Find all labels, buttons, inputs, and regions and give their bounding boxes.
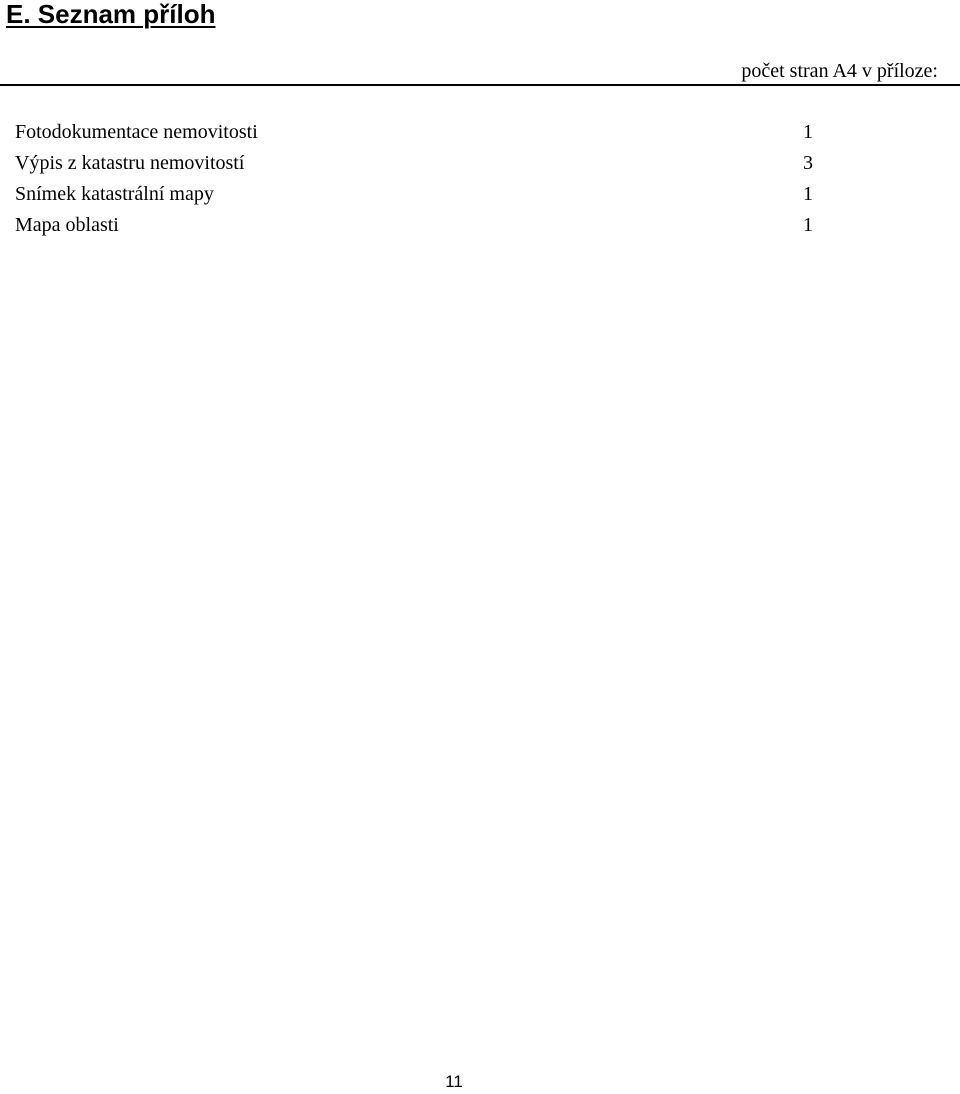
attachment-list bbox=[15, 117, 815, 241]
page-number: 11 bbox=[445, 1072, 463, 1091]
attachment-row bbox=[15, 148, 815, 179]
section-heading: E. Seznam příloh bbox=[6, 0, 216, 29]
attachment-page-count: 1 bbox=[803, 214, 813, 236]
attachment-page-count: 1 bbox=[803, 121, 813, 143]
page-count-column-label: počet stran A4 v příloze: bbox=[741, 60, 938, 82]
attachment-name: Mapa oblasti bbox=[15, 214, 119, 236]
attachment-row bbox=[15, 117, 815, 148]
column-header bbox=[0, 58, 960, 86]
attachment-row bbox=[15, 210, 815, 241]
attachment-page-count: 1 bbox=[803, 183, 813, 205]
attachment-name: Fotodokumentace nemovitosti bbox=[15, 121, 258, 143]
attachment-row bbox=[15, 179, 815, 210]
attachment-name: Snímek katastrální mapy bbox=[15, 183, 214, 205]
attachment-page-count: 3 bbox=[803, 152, 813, 174]
attachment-name: Výpis z katastru nemovitostí bbox=[15, 152, 245, 174]
